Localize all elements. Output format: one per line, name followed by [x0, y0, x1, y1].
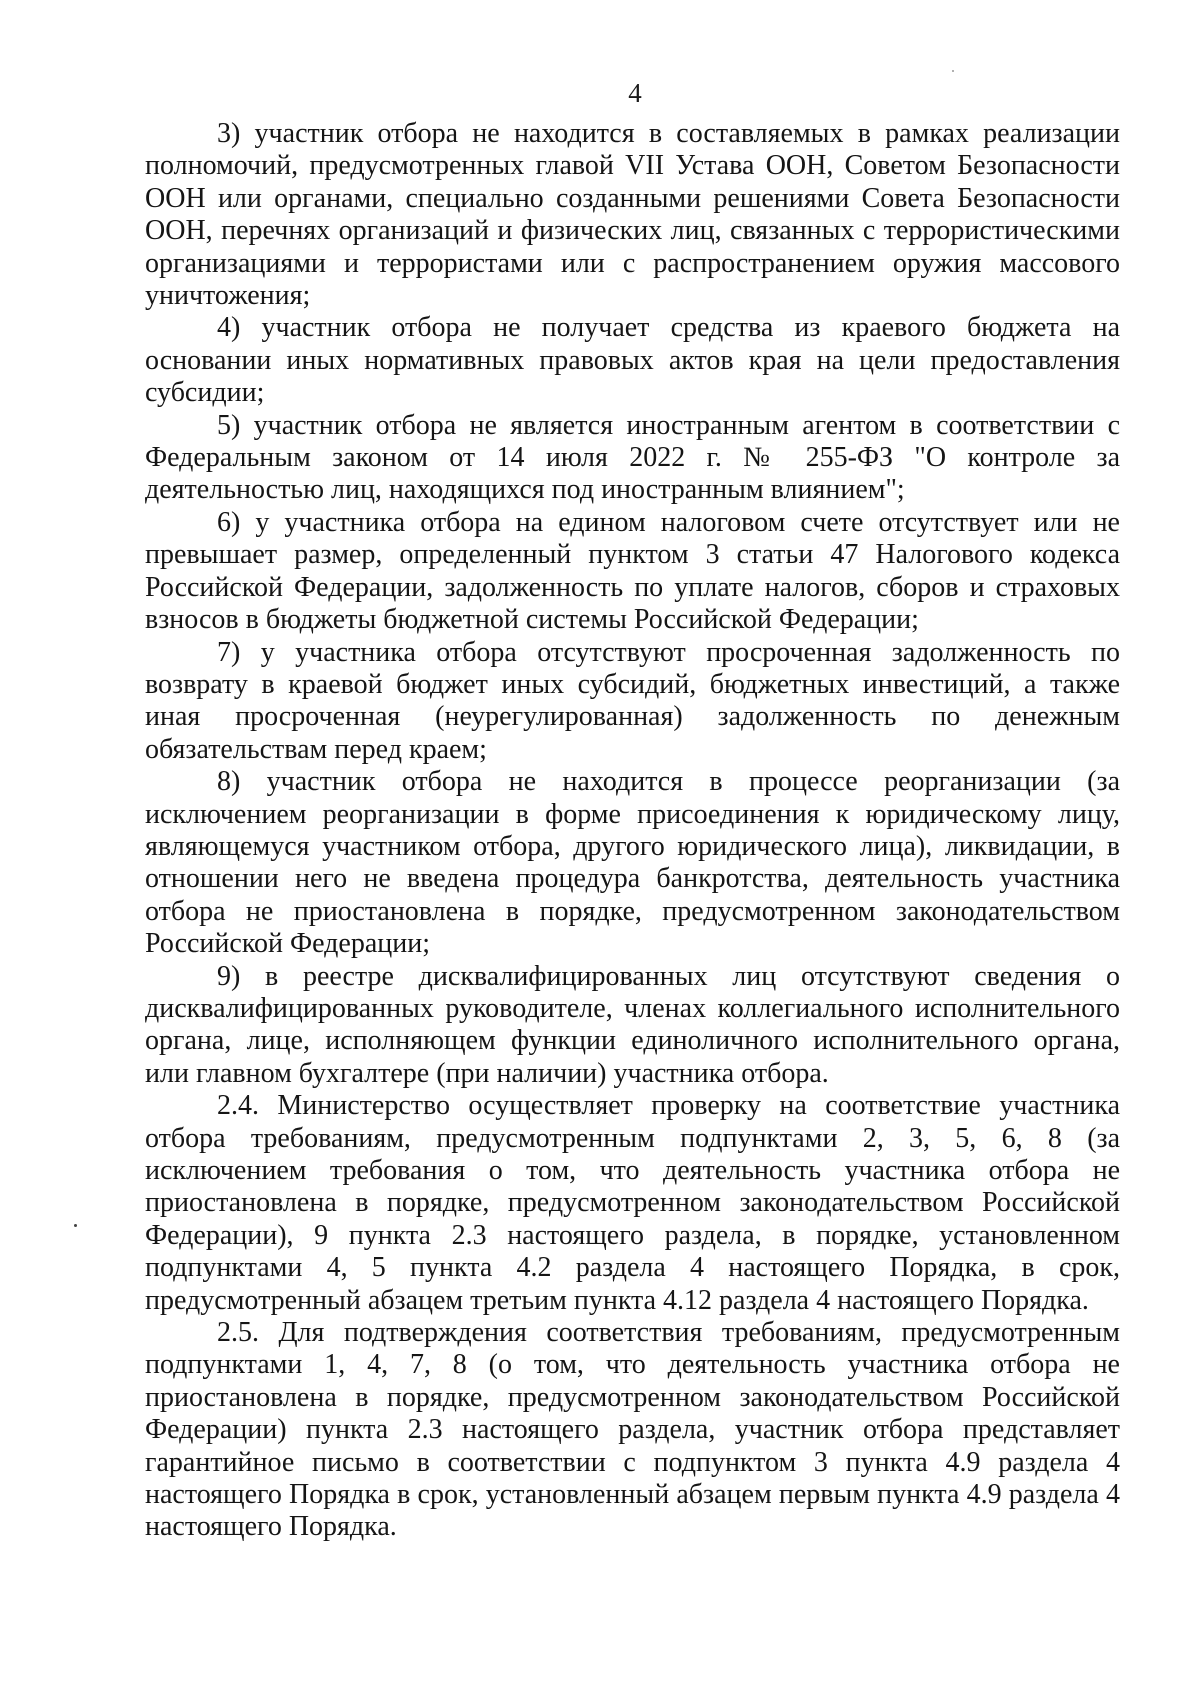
paragraph-item-9: 9) в реестре дисквалифицированных лиц отсутствуют сведения о дисквалифицированных руководителе, членах коллегиального исполнительного органа, лице, исполняющем функции единоличного исполнительного органа, или главном бухгалтере (при наличии) участника отбора. [145, 960, 1120, 1089]
scan-speck [952, 70, 954, 72]
paragraph-item-7: 7) у участника отбора отсутствуют просроченная задолженность по возврату в краевой бюджет иных субсидий, бюджетных инвестиций, а также иная просроченная (неурегулированная) задолженность по денежным обязательствам перед краем; [145, 636, 1120, 765]
scan-speck [74, 1224, 77, 1227]
paragraph-item-5: 5) участник отбора не является иностранным агентом в соответствии с Федеральным законом от 14 июля 2022 г. № 255-ФЗ "О контроле за деятельностью лиц, находящихся под иностранным влиянием"; [145, 409, 1120, 506]
paragraph-item-4: 4) участник отбора не получает средства из краевого бюджета на основании иных нормативных правовых актов края на цели предоставления субсидии; [145, 312, 1120, 409]
paragraph-section-2-4: 2.4. Министерство осуществляет проверку на соответствие участника отбора требованиям, предусмотренным подпунктами 2, 3, 5, 6, 8 (за исключением требования о том, что деятельность участника отбора не приостановлена в порядке, предусмотренном законодательством Российской Федерации), 9 пункта 2.3 настоящего раздела, в порядке, установленном подпунктами 4, 5 пункта 4.2 раздела 4 настоящего Порядка, в срок, предусмотренный абзацем третьим пункта 4.12 раздела 4 настоящего Порядка. [145, 1090, 1120, 1316]
page-number: 4 [628, 78, 642, 108]
paragraph-item-6: 6) у участника отбора на едином налоговом счете отсутствует или не превышает размер, определенный пунктом 3 статьи 47 Налогового кодекса Российской Федерации, задолженность по уплате налогов, сборов и страховых взносов в бюджеты бюджетной системы Российской Федерации; [145, 506, 1120, 636]
paragraph-item-3: 3) участник отбора не находится в составляемых в рамках реализации полномочий, предусмотренных главой VII Устава ООН, Советом Безопасности ООН или органами, специально созданными решениями Совета Безопасности ООН, перечнях организаций и физических лиц, связанных с террористическими организациями и террористами или с распространением оружия массового уничтожения; [145, 118, 1120, 312]
paragraph-item-8: 8) участник отбора не находится в процессе реорганизации (за исключением реорганизации в форме присоединения к юридическому лицу, являющемуся участником отбора, другого юридического лица), ликвидации, в отношении него не введена процедура банкротства, деятельность участника отбора не приостановлена в порядке, предусмотренном законодательством Российской Федерации; [145, 766, 1120, 960]
document-body [145, 118, 1120, 1544]
paragraph-section-2-5: 2.5. Для подтверждения соответствия требованиям, предусмотренным подпунктами 1, 4, 7, 8 (о том, что деятельность участника отбора не приостановлена в порядке, предусмотренном законодательством Российской Федерации) пункта 2.3 настоящего раздела, участник отбора представляет гарантийное письмо в соответствии с подпунктом 3 пункта 4.9 раздела 4 настоящего Порядка в срок, установленный абзацем первым пункта 4.9 раздела 4 настоящего Порядка. [145, 1317, 1120, 1543]
